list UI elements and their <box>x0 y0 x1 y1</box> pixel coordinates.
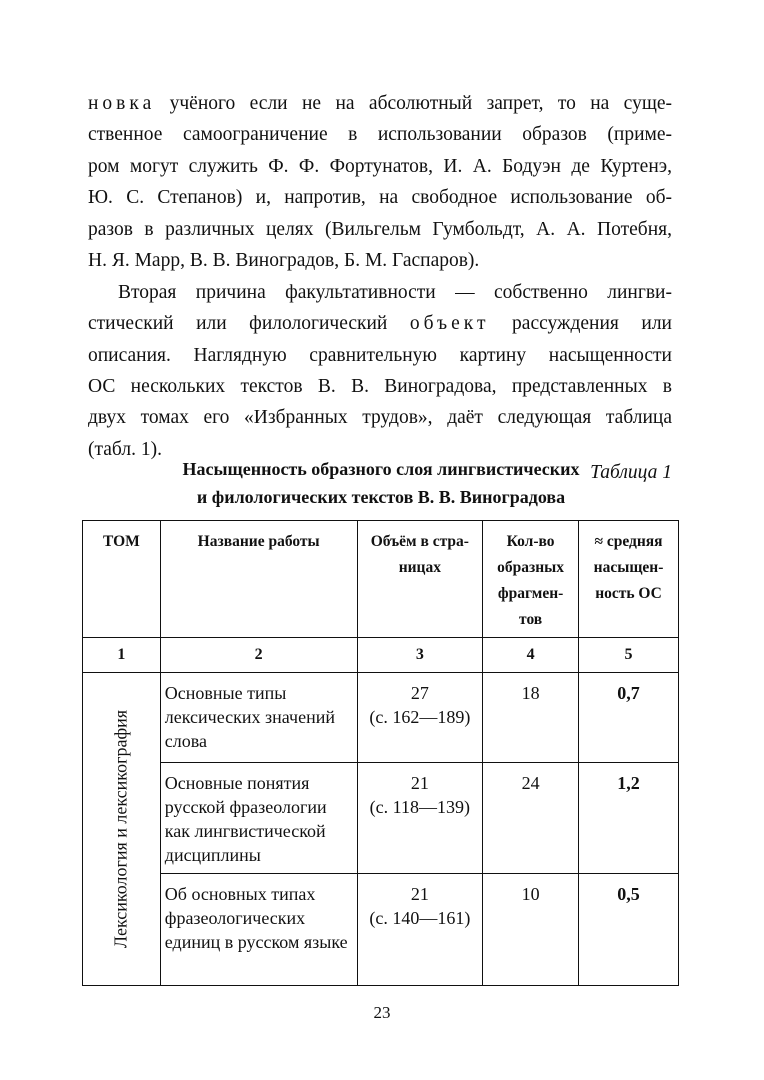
page-number: 23 <box>373 1003 391 1022</box>
text-line: ственное самоограничение в использовании образов (приме- <box>88 124 672 145</box>
table-title-line: Насыщенность образного слоя лингвистических <box>182 459 580 479</box>
fragments-count: 18 <box>483 673 579 763</box>
table-title-line: и филологических текстов В. В. Виноградова <box>196 487 566 507</box>
text-line: ром могут служить Ф. Ф. Фортунатов, И. А. Бодуэн де Куртенэ, <box>88 156 672 177</box>
text-line <box>88 92 672 116</box>
column-number: 3 <box>357 638 483 673</box>
density-value: 1,2 <box>579 763 679 874</box>
text-line: ОС нескольких текстов В. В. Виноградова, представленных в <box>88 376 672 397</box>
column-number: 1 <box>83 638 161 673</box>
header-cell: Название работы <box>160 521 357 638</box>
header-cell: ≈ средняя насыщен-ность ОС <box>579 521 679 638</box>
density-value: 0,5 <box>579 874 679 986</box>
pages-count: 21 <box>410 773 429 793</box>
text-line: Ю. С. Степанов) и, напротив, на свободное использование об- <box>88 187 672 208</box>
volume-cell <box>83 673 161 986</box>
text-line: разов в различных целях (Вильгельм Гумбольдт, А. А. Потебня, <box>88 219 672 240</box>
text-line: Н. Я. Марр, В. В. Виноградов, Б. М. Гаспаров). <box>88 250 480 271</box>
column-number-row <box>83 638 679 673</box>
text-fragment: стический или филологический <box>88 313 410 334</box>
pages-range: (с. 162—189) <box>369 707 471 727</box>
table-row <box>83 763 679 874</box>
text-line: Вторая причина факультативности — собственно лингви- <box>118 282 672 303</box>
header-cell: Кол-во образных фрагмен-тов <box>483 521 579 638</box>
pages-cell <box>357 874 483 986</box>
text-line <box>88 312 672 336</box>
text-line: двух томах его «Избранных трудов», даёт следующая таблица <box>88 407 672 428</box>
table-caption: Таблица 1 <box>590 462 672 483</box>
spaced-word: новка <box>88 93 156 114</box>
data-table <box>82 520 679 986</box>
pages-cell <box>357 763 483 874</box>
fragments-count: 24 <box>483 763 579 874</box>
pages-count: 27 <box>410 683 429 703</box>
pages-range: (с. 140—161) <box>369 908 471 928</box>
spaced-word: объект <box>409 313 490 334</box>
work-title: Основные понятия русской фразеологии как лингвистической дисциплины <box>160 763 357 874</box>
text-line: описания. Наглядную сравнительную картину насыщенности <box>88 345 672 366</box>
text-fragment: учёного если не на абсолютный запрет, то на суще- <box>155 93 672 114</box>
column-number: 4 <box>483 638 579 673</box>
header-cell: Объём в стра-ницах <box>357 521 483 638</box>
volume-label: Лексикология и лексикография <box>110 709 131 949</box>
pages-count: 21 <box>410 884 429 904</box>
column-number: 2 <box>160 638 357 673</box>
table-row <box>83 874 679 986</box>
pages-cell <box>357 673 483 763</box>
pages-range: (с. 118—139) <box>369 797 470 817</box>
header-cell: ТОМ <box>83 521 161 638</box>
table-header-row <box>83 521 679 638</box>
work-title: Основные типы лексических значений слова <box>160 673 357 763</box>
table-row <box>83 673 679 763</box>
work-title: Об основных типах фразеологических единиц в русском языке <box>160 874 357 986</box>
fragments-count: 10 <box>483 874 579 986</box>
density-value: 0,7 <box>579 673 679 763</box>
text-fragment: рассуждения или <box>489 313 672 334</box>
text-line: (табл. 1). <box>88 439 162 460</box>
column-number: 5 <box>579 638 679 673</box>
